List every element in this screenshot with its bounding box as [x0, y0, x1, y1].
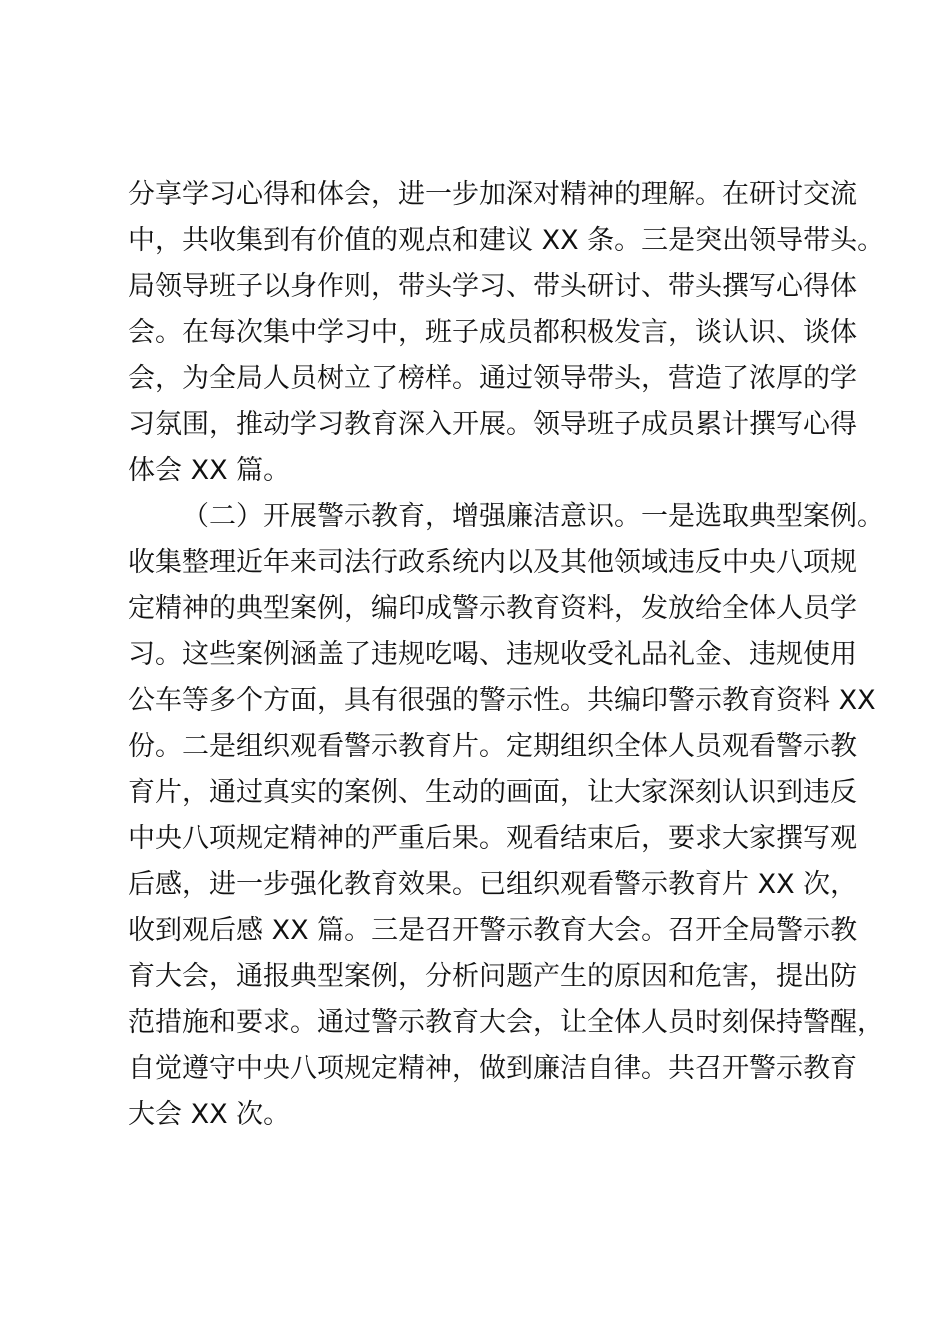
body-text: [128, 172, 885, 1138]
text-line: 会，为全局人员树立了榜样。通过领导带头，营造了浓厚的学: [128, 363, 857, 394]
text-line: 范措施和要求。通过警示教育大会，让全体人员时刻保持警醒，: [128, 1007, 884, 1038]
text-line: 收集整理近年来司法行政系统内以及其他领域违反中央八项规: [128, 547, 857, 578]
text-line: 后感，进一步强化教育效果。已组织观看警示教育片 XX 次，: [128, 869, 858, 900]
text-line: 育大会，通报典型案例，分析问题产生的原因和危害，提出防: [128, 961, 857, 992]
section-heading-line: （二）开展警示教育，增强廉洁意识。一是选取典型案例。: [182, 501, 884, 532]
text-line: 份。二是组织观看警示教育片。定期组织全体人员观看警示教: [128, 731, 857, 762]
text-line: 中，共收集到有价值的观点和建议 XX 条。三是突出领导带头。: [128, 225, 885, 256]
text-line: 自觉遵守中央八项规定精神，做到廉洁自律。共召开警示教育: [128, 1053, 857, 1084]
text-line: 会。在每次集中学习中，班子成员都积极发言，谈认识、谈体: [128, 317, 857, 348]
text-line: 收到观后感 XX 篇。三是召开警示教育大会。召开全局警示教: [128, 915, 858, 946]
text-line: 大会 XX 次。: [128, 1099, 291, 1130]
text-line: 分享学习心得和体会，进一步加深对精神的理解。在研讨交流: [128, 179, 857, 210]
text-line: 习。这些案例涵盖了违规吃喝、违规收受礼品礼金、违规使用: [128, 639, 857, 670]
text-line: 公车等多个方面，具有很强的警示性。共编印警示教育资料 XX: [128, 685, 876, 716]
text-line: 局领导班子以身作则，带头学习、带头研讨、带头撰写心得体: [128, 271, 857, 302]
text-line: 育片，通过真实的案例、生动的画面，让大家深刻认识到违反: [128, 777, 857, 808]
text-line: 中央八项规定精神的严重后果。观看结束后，要求大家撰写观: [128, 823, 857, 854]
text-line: 定精神的典型案例，编印成警示教育资料，发放给全体人员学: [128, 593, 857, 624]
text-line: 体会 XX 篇。: [128, 455, 291, 486]
text-line: 习氛围，推动学习教育深入开展。领导班子成员累计撰写心得: [128, 409, 857, 440]
